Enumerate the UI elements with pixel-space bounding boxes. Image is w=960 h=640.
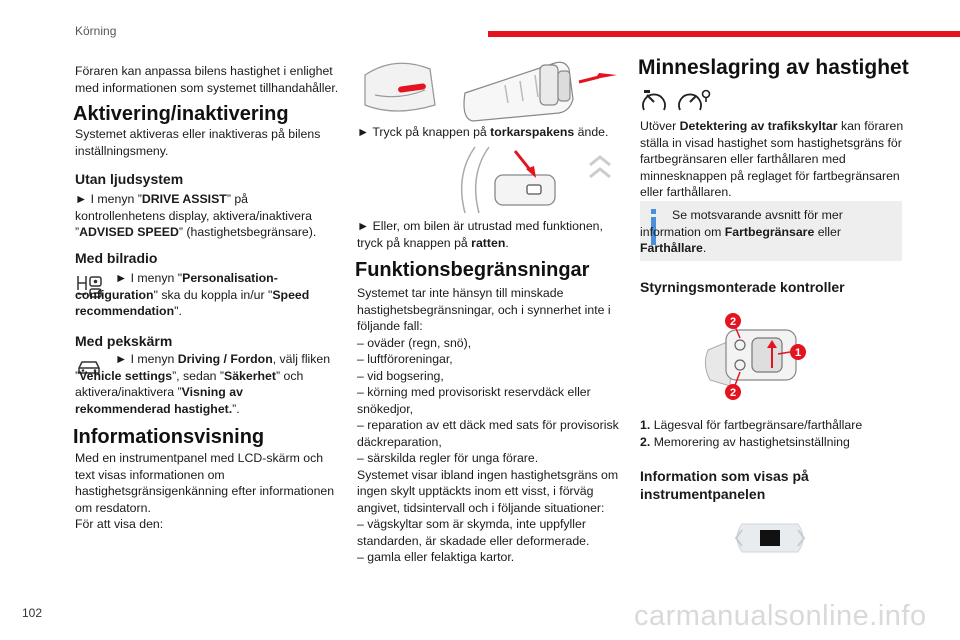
no-audio-text [75,191,340,241]
header-accent-bar [488,31,960,37]
speed-limiter-icon [640,88,668,114]
limits-item: – särskilda regler för unga förare. [357,451,539,465]
steering-button-illustration [355,145,620,215]
controls-legend [640,417,905,450]
steering-controls-illustration [700,310,820,405]
limits-intro: Systemet tar inte hänsyn till minskade hastighetsbegränsningar, och i synnerhet inte i följande fall: [357,286,611,333]
heading-activation: Aktivering/inaktivering [73,103,289,125]
arrow-bullet: ► [357,125,370,139]
step1-text [357,124,622,141]
display-paragraph: Med en instrumentpanel med LCD-skärm och text visas informationen om hastighetsgränsigenkänning efter informationen om resdatorn. [75,451,335,515]
touchscreen-paragraph: ► I menyn Driving / Fordon, välj fliken ”Vehicle settings”, sedan ”Säkerhet” och aktivera/inaktivera ”Visning av rekommenderad hastighet.”. [75,352,331,416]
heading-memory: Minneslagring av hastighet [638,56,909,79]
legend-item: 1. Lägesval för fartbegränsare/farthållare [640,418,863,432]
limits-item: – reparation av ett däck med sats för provisorisk däckreparation, [357,418,619,449]
arrow-bullet: ► [115,271,128,285]
memory-paragraph: Utöver Detektering av trafikskyltar kan föraren ställa in visad hastighet som hastighetsgräns för fartbegränsaren eller farthållaren med minnesknappen på reglaget för fartbegränsaren eller farthållaren. [640,119,904,199]
heading-radio: Med bilradio [75,250,158,266]
heading-touchscreen: Med pekskärm [75,333,173,349]
watermark: carmanualsonline.info [634,600,927,632]
touchscreen-text [75,351,339,417]
display-paragraph-2: För att visa den: [75,517,164,531]
intro-text: Föraren kan anpassa bilens hastighet i enlighet med informationen som systemet tillhandahåller. [75,64,339,95]
arrow-bullet: ► [75,192,88,206]
cruise-control-icon [676,88,712,114]
section-title: Körning [75,24,117,38]
heading-limits: Funktionsbegränsningar [355,259,590,281]
info-text [640,207,898,257]
limits-item: – vid bogsering, [357,368,444,383]
memory-text [640,118,905,201]
info-paragraph: Se motsvarande avsnitt för mer information om Fartbegränsare eller Farthållare. [640,208,843,255]
activation-text [75,126,337,159]
limits-item: – körning med provisoriskt reservdäck eller snökedjor, [357,385,591,416]
wiper-stalk-illustration [355,55,620,127]
limits-item: – vägskyltar som är skymda, inte uppfyller standarden, är skadade eller deformerade. [357,517,590,548]
arrow-bullet: ► [357,219,370,233]
limits-text [357,285,622,566]
step2-text [357,218,622,251]
step1-paragraph: ► Tryck på knappen på torkarspakens ände. [357,125,609,139]
limits-item: – oväder (regn, snö), [357,335,472,350]
heading-panel: Information som visas på instrumentpanelen [640,468,809,502]
heading-display: Informationsvisning [73,426,265,448]
display-text [75,450,337,533]
limits-mid: Systemet visar ibland ingen hastighetsgräns om ingen skylt upptäckts inom ett visst, i förväg angivet, tidsintervall och i följande situationer: [357,467,619,515]
arrow-bullet: ► [115,352,128,366]
callout-2-bottom: 2 [729,387,737,399]
limits-item: – luftföroreningar, [357,352,453,366]
page-number: 102 [22,606,43,620]
callout-1: 1 [794,347,802,359]
radio-text [75,270,337,320]
legend-item: 2. Memorering av hastighetsinställning [640,434,850,449]
step2-paragraph: ► Eller, om bilen är utrustad med funktionen, tryck på knappen på ratten. [357,219,603,250]
limits-item: – gamla eller felaktiga kartor. [357,550,515,564]
activation-paragraph: Systemet aktiveras eller inaktiveras på bilens inställningsmeny. [75,127,321,158]
callout-2-top: 2 [729,316,737,328]
no-audio-paragraph: ► I menyn ”DRIVE ASSIST” på kontrollenhetens display, aktivera/inaktivera ”ADVISED SPEED” (hastighetsbegränsare). [75,192,317,239]
instrument-panel-illustration [730,520,810,556]
column-1 [75,63,343,96]
radio-paragraph: ► I menyn "Personalisation-configuration" ska du koppla in/ur "Speed recommendation". [75,271,310,318]
heading-controls: Styrningsmonterade kontroller [640,279,845,295]
heading-no-audio: Utan ljudsystem [75,171,184,187]
